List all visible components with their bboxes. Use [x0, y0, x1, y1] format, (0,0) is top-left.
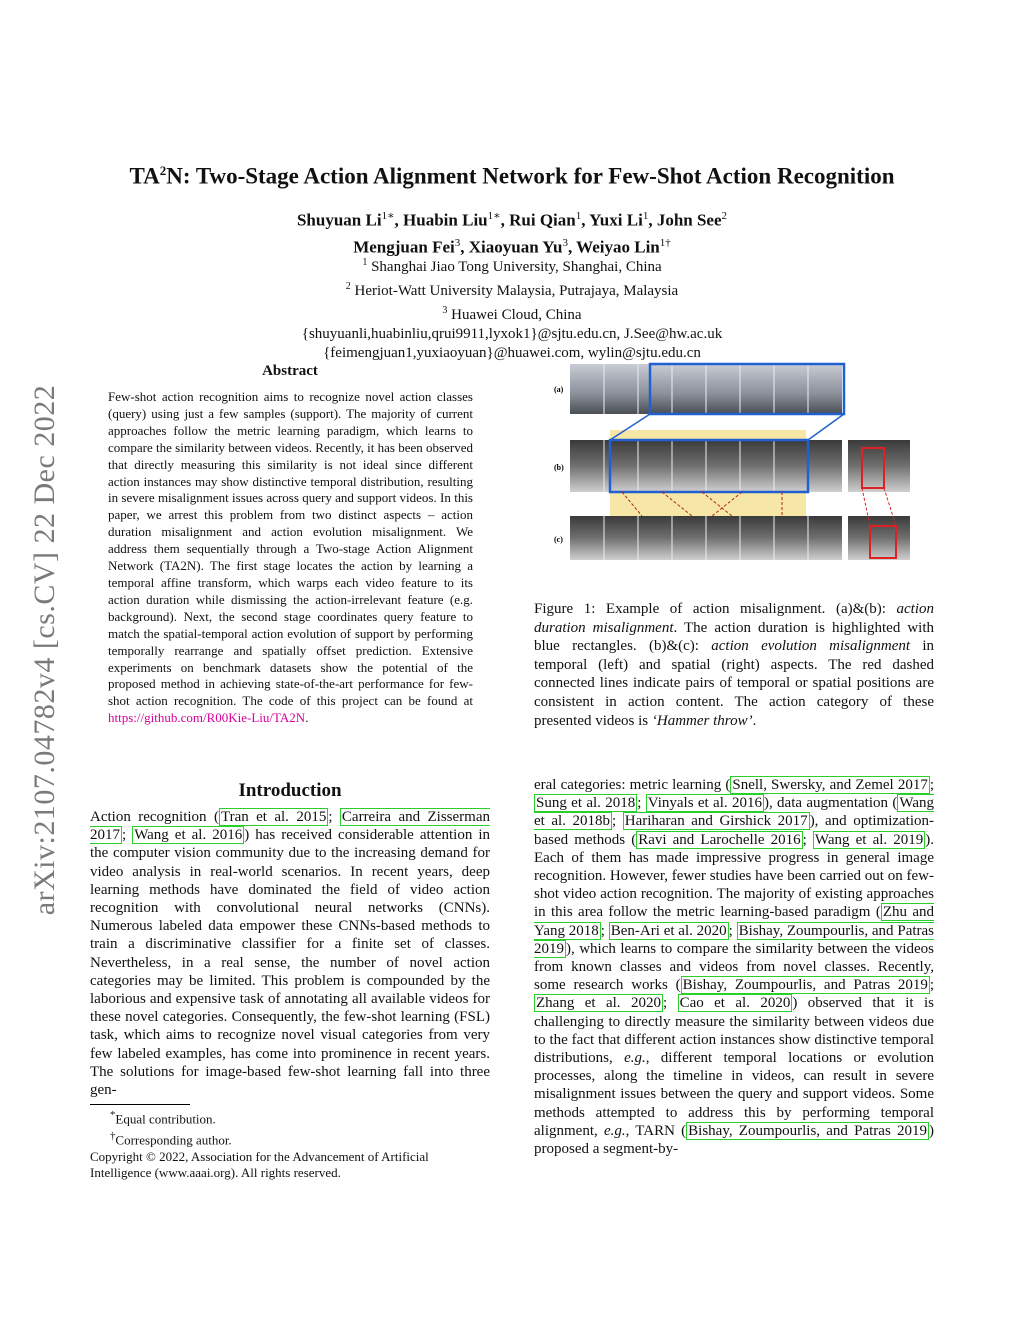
- body-text: , TARN (: [625, 1122, 687, 1139]
- author-affil-mark: 1†: [659, 236, 671, 249]
- citation-link[interactable]: Sung et al. 2018: [536, 795, 636, 812]
- citation-link[interactable]: Zhang et al. 2020: [536, 995, 661, 1012]
- body-text: ;: [600, 922, 609, 939]
- body-text: ;: [637, 795, 646, 812]
- citation-link[interactable]: Hariharan and Girshick 2017: [624, 813, 808, 830]
- figure-1: [552, 360, 932, 580]
- citation-link[interactable]: Carreira and Zisserman 2017: [90, 809, 490, 844]
- body-text: ;: [802, 831, 813, 848]
- author-name: Shuyuan Li: [296, 210, 382, 230]
- author-affil-mark: 1∗: [381, 210, 395, 222]
- body-text: Action recognition (: [90, 809, 219, 825]
- author-name: Rui Qian: [509, 210, 576, 230]
- citation-link[interactable]: Wang et al. 2016: [134, 827, 243, 844]
- body-text: ;: [929, 777, 934, 793]
- author-line-1: Shuyuan $Li^{1∗}$, Huabin Liu$^{1∗}$, Rui Qian$^1$, Yuxi Li$^1$, John See$^2$: [296, 210, 728, 230]
- label-a: (a): [554, 385, 564, 394]
- author-affil-mark: 1: [642, 210, 649, 222]
- code-link[interactable]: https://github.com/R00Kie-Liu/TA2N: [108, 710, 306, 726]
- introduction-heading: Introduction: [238, 780, 342, 801]
- citation-link[interactable]: Vinyals et al. 2016: [647, 795, 762, 812]
- footnote-corresponding: †Corresponding author.: [110, 1129, 232, 1148]
- body-text: ), data augmentation (: [763, 795, 898, 812]
- affiliation-1: $^1$ Shanghai Jiao Tong University, Shanghai, China: [362, 257, 662, 275]
- email-line-2: {feimengjuan1,yuxiaoyuan}@huawei.com, wylin@sjtu.edu.cn: [323, 345, 701, 361]
- citation-link[interactable]: Ben-Ari et al. 2020: [610, 922, 727, 939]
- footnote-rule: [90, 1104, 190, 1105]
- body-text: ). Each of them has made impressive progress in general image recognition. However, fewer studies have been carried out on few-shot video action recognition. The majority of existing approaches in this area follow the metric learning-based paradigm (: [534, 831, 935, 921]
- connector-right: [808, 414, 844, 440]
- body-text: ), and optimization-based methods (: [534, 813, 935, 848]
- body-text: ) proposed a segment-by-: [534, 1122, 934, 1158]
- author-affil-mark: 2: [721, 210, 728, 222]
- author-list: [0, 205, 1024, 258]
- body-text: eral categories: metric learning (: [534, 777, 731, 793]
- author-name: Mengjuan Fei: [353, 237, 455, 257]
- body-text: ;: [929, 977, 934, 994]
- affiliations: [0, 253, 1024, 363]
- emphasis: e.g.: [624, 1050, 646, 1067]
- paper-title: $TA^2N$: Two-Stage Action Alignment Network for Few-Shot Action Recognition: [129, 163, 895, 189]
- row-c-frames: [570, 516, 910, 560]
- introduction-left-column: [90, 808, 490, 1099]
- body-text: ;: [612, 813, 623, 830]
- row-a-frames: [570, 364, 842, 414]
- figure-1-image: [552, 360, 932, 580]
- copyright-notice: Copyright © 2022, Association for the Advancement of Artificial Intelligence (www.aaai.org). All rights reserved.: [90, 1148, 429, 1181]
- citation-link[interactable]: Wang et al. 2019: [814, 831, 924, 848]
- emphasis: e.g.: [603, 1122, 626, 1139]
- author-name: Huabin Liu: [403, 210, 488, 230]
- author-name: Xiaoyuan Yu: [468, 237, 563, 257]
- author-affil-mark: 3: [454, 236, 461, 249]
- body-text: ), which learns to compare the similarity between the videos from known classes and videos from novel classes. Recently, some research works (: [534, 940, 934, 994]
- citation-link[interactable]: Cao et al. 2020: [679, 995, 791, 1012]
- body-text: ;: [328, 809, 340, 825]
- label-c: (c): [554, 535, 563, 544]
- author-affil-mark: 1∗: [487, 210, 501, 222]
- citation-link[interactable]: Bishay, Zoumpourlis, and Patras 2019: [534, 922, 935, 957]
- abstract-heading: Abstract: [262, 363, 318, 379]
- footnote-equal: *Equal contribution.: [110, 1109, 216, 1127]
- author-name: John See: [656, 210, 722, 230]
- citation-link[interactable]: Bishay, Zoumpourlis, and Patras 2019: [688, 1122, 927, 1139]
- body-text: ) has received considerable attention in the computer vision community due to the increasing demand for video analysis in real-world scenarios. In recent years, deep learning methods have dominated the field of video action recognition with convolutional neural networks (CNNs). Numerous labeled data empower these CNNs-based methods to train a discriminative classifier for a finite set of classes. Nevertheless, in a real sense, the number of novel action categories may be limited. This problem is compounded by the laborious and expensive task of annotating all available videos for these novel categories. Consequently, the few-shot learning (FSL) task, which aims to recognize novel visual categories from very few labeled examples, has come into prominence in recent years. The solutions for image-based few-shot learning fall into three gen-: [90, 827, 491, 1099]
- body-text: ;: [122, 827, 133, 844]
- citation-link[interactable]: Snell, Swersky, and Zemel 2017: [732, 777, 928, 793]
- introduction-right-column: [534, 776, 934, 1158]
- body-text: ;: [662, 995, 678, 1012]
- body-text: ) observed that it is challenging to directly measure the similarity between videos due to the fact that different action instances show distinctive temporal distributions,: [534, 995, 934, 1067]
- affiliation-3: $^3$ Huawei Cloud, China: [442, 305, 582, 323]
- citation-link[interactable]: Bishay, Zoumpourlis, and Patras 2019: [682, 977, 928, 994]
- affiliation-2: $^2$ Heriot-Watt University Malaysia, Putrajaya, Malaysia: [345, 281, 679, 299]
- citation-link[interactable]: Tran et al. 2015: [220, 809, 327, 825]
- citation-link[interactable]: Zhu and Yang 2018: [534, 904, 934, 939]
- footnotes: [90, 1104, 490, 1182]
- email-line-1: {shuyuanli,huabinliu,qrui9911,lyxok1}@sjtu.edu.cn, J.See@hw.ac.uk: [301, 326, 723, 342]
- label-b: (b): [554, 463, 564, 472]
- body-text: , different temporal locations or evolution processes, along the timeline in videos, can result in severe misalignment issues between the query and support videos. Some methods attempted to address this by performing temporal alignment,: [534, 1050, 934, 1139]
- author-line-2: Mengjuan Fei$^3$, Xiaoyuan Yu$^3$, Weiyao Lin$^{1\dagger}$: [353, 236, 671, 257]
- row-b-frames: [570, 440, 910, 492]
- figure-1-caption: Figure 1: Example of action misalignment. (a)&(b): action duration misalignment. The action duration is highlighted with blue rectangles. (b)&(c): action evolution misalignment in temporal (left) and spatial (right) aspects. The red dashed connected lines indicate pairs of temporal or spatial positions are consistent in action content. The action category of these presented videos is ‘Hammer throw’.: [534, 601, 934, 729]
- author-name: Weiyao Lin: [576, 237, 660, 257]
- author-affil-mark: 1: [575, 210, 582, 222]
- citation-link[interactable]: Ravi and Larochelle 2016: [638, 831, 801, 848]
- body-text: ;: [728, 922, 737, 939]
- citation-link[interactable]: Wang et al. 2018b: [534, 795, 934, 830]
- arxiv-sidebar: [30, 350, 60, 950]
- author-name: Yuxi Li: [589, 210, 643, 230]
- arxiv-id: arXiv:2107.04782v4 [cs.CV] 22 Dec 2022: [28, 384, 61, 916]
- author-affil-mark: 3: [562, 236, 568, 249]
- abstract-body: Few-shot action recognition aims to recognize novel action classes (query) using just a few samples (support). The majority of current approaches follow the metric learning paradigm, which learns to compare the similarity between videos. Recently, it has been observed that directly measuring this similarity is not ideal since different action instances may show distinctive temporal distribution, resulting in severe misalignment issues across query and support videos. In this paper, we arrest this problem from two distinct aspects – action duration misalignment and action evolution misalignment. We address them sequentially through a Two-stage Action Alignment Network (TA2N). The first stage locates the action by learning a temporal affine transform, which warps each video feature to its action duration while dismissing the action-irrelevant feature (e.g. background). Next, the second stage coordinates query feature to match the spatial-temporal action evolution of support by performing temporally rearrange and spatially offset prediction. Extensive experiments on benchmark datasets show the potential of the proposed method in achieving state-of-the-art performance for few-shot action recognition. The code of this project can be found at https://github.com/R00Kie-Liu/TA2N.: [108, 389, 473, 726]
